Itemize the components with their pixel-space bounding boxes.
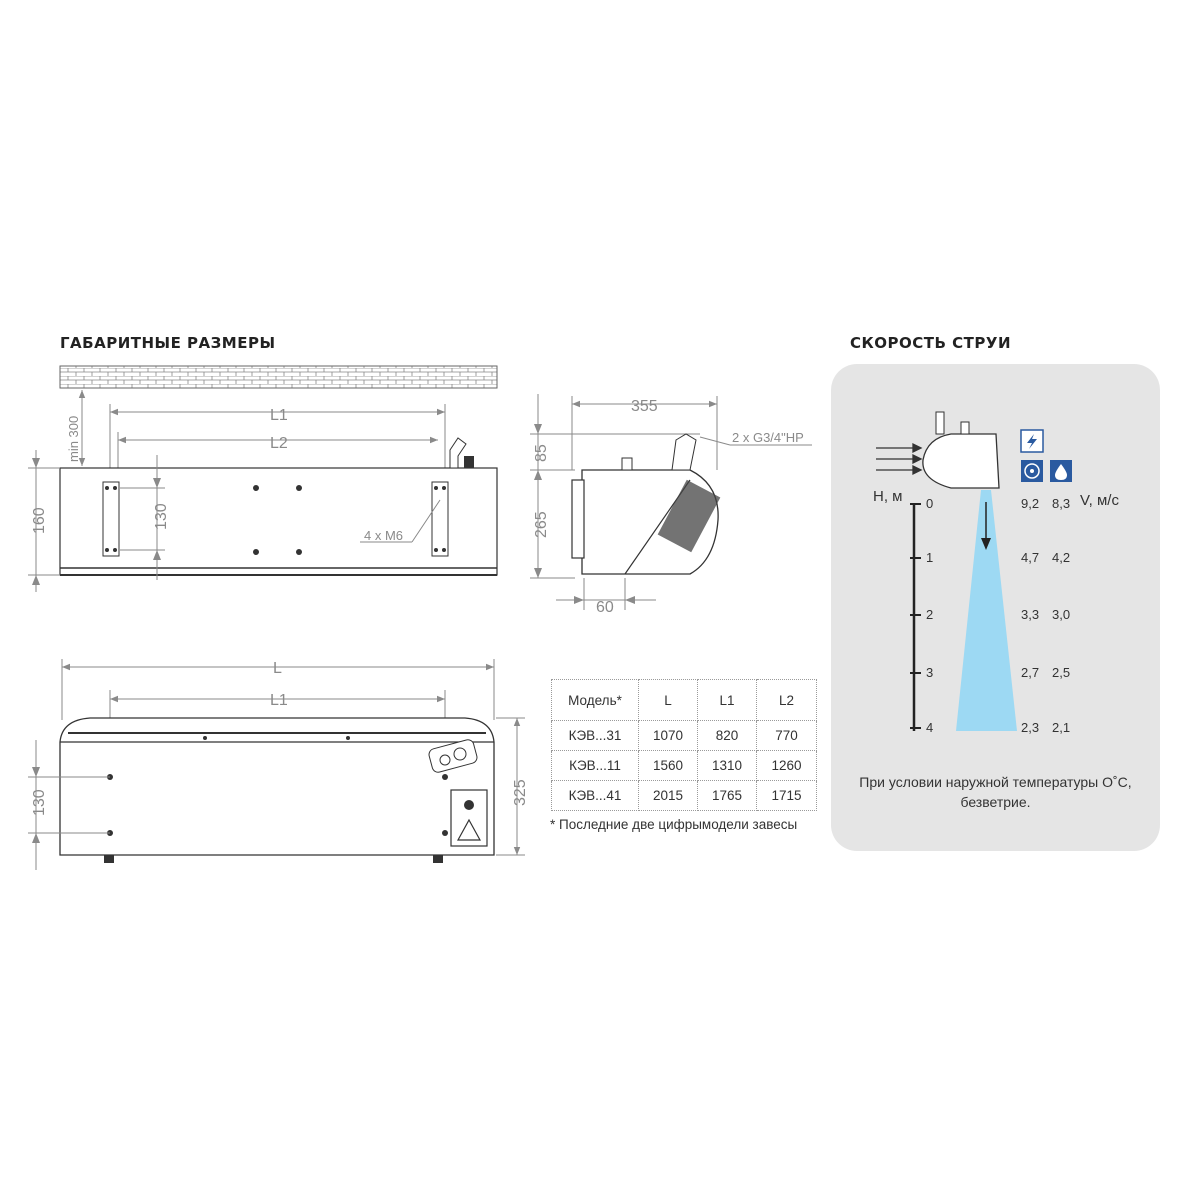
side-view — [530, 394, 812, 616]
curtain-unit-icon — [923, 434, 999, 488]
min-clearance-label: min 300 — [66, 415, 81, 462]
mount-bracket-right — [432, 482, 448, 556]
speed-value-2: 2,1 — [1052, 720, 1071, 735]
water-drop-icon — [1050, 460, 1072, 482]
conditions-note — [831, 772, 1160, 812]
table-row — [552, 751, 817, 781]
side-85-label: 85 — [533, 444, 550, 462]
table-cell: 1070 — [639, 721, 698, 751]
side-265-label: 265 — [533, 511, 550, 538]
table-cell: 2015 — [639, 781, 698, 811]
front-160-label: 160 — [31, 507, 48, 534]
table-cell: КЭВ...11 — [552, 751, 639, 781]
fan-icon — [1021, 460, 1043, 482]
jet-speed-heading: СКОРОСТЬ СТРУИ — [850, 334, 1012, 352]
header-model: Модель* — [552, 680, 639, 721]
rear-130-label: 130 — [31, 789, 48, 816]
speed-value-1: 2,7 — [1021, 665, 1040, 680]
height-tick-label: 0 — [926, 496, 934, 511]
speed-value-1: 4,7 — [1021, 550, 1040, 565]
table-cell: 1310 — [698, 751, 757, 781]
speed-value-1: 9,2 — [1021, 496, 1040, 511]
speed-axis-label: V, м/с — [1080, 492, 1119, 509]
table-cell: 1765 — [698, 781, 757, 811]
speed-value-2: 8,3 — [1052, 496, 1071, 511]
air-intake-arrows — [876, 444, 921, 474]
side-355-label: 355 — [631, 398, 658, 415]
table-footnote: * Последние две цифрымодели завесы — [550, 817, 798, 832]
table-cell: 1560 — [639, 751, 698, 781]
front-view — [28, 366, 497, 592]
height-axis-label: H, м — [873, 488, 903, 505]
rear-L-label: L — [273, 660, 282, 677]
table-cell: 1260 — [757, 751, 817, 781]
speed-value-2: 3,0 — [1052, 607, 1071, 622]
front-L2-label: L2 — [270, 435, 288, 452]
height-tick-label: 1 — [926, 550, 934, 565]
unit-rear-body — [60, 718, 494, 855]
table-cell: 820 — [698, 721, 757, 751]
connection-label: 2 x G3/4"НР — [732, 430, 804, 445]
table-cell: КЭВ...41 — [552, 781, 639, 811]
table-cell: КЭВ...31 — [552, 721, 639, 751]
header-L: L — [639, 680, 698, 721]
conditions-line-2: безветрие. — [960, 794, 1031, 810]
model-dimensions-table — [551, 679, 817, 811]
table-header-row — [552, 680, 817, 721]
header-L2: L2 — [757, 680, 817, 721]
table-cell: 770 — [757, 721, 817, 751]
height-tick-label: 2 — [926, 607, 934, 622]
front-L1-label: L1 — [270, 407, 288, 424]
height-tick-label: 4 — [926, 720, 934, 735]
wall-brick — [60, 366, 497, 388]
bolts-label: 4 x M6 — [364, 528, 404, 543]
unit-front-body — [60, 468, 497, 575]
header-L1: L1 — [698, 680, 757, 721]
speed-value-1: 3,3 — [1021, 607, 1040, 622]
rear-L1-label: L1 — [270, 692, 288, 709]
speed-value-2: 4,2 — [1052, 550, 1071, 565]
side-60-label: 60 — [596, 599, 614, 616]
table-row — [552, 721, 817, 751]
electric-heating-icon — [1021, 430, 1043, 452]
dimensions-heading: ГАБАРИТНЫЕ РАЗМЕРЫ — [60, 334, 276, 352]
front-130-label: 130 — [153, 503, 170, 530]
table-cell: 1715 — [757, 781, 817, 811]
speed-value-2: 2,5 — [1052, 665, 1071, 680]
rear-view — [28, 659, 529, 870]
rear-325-label: 325 — [512, 779, 529, 806]
mount-bracket-left — [103, 482, 119, 556]
table-row — [552, 781, 817, 811]
conditions-line-1: При условии наружной температуры О˚С, — [859, 774, 1132, 790]
speed-value-1: 2,3 — [1021, 720, 1040, 735]
height-tick-label: 3 — [926, 665, 934, 680]
